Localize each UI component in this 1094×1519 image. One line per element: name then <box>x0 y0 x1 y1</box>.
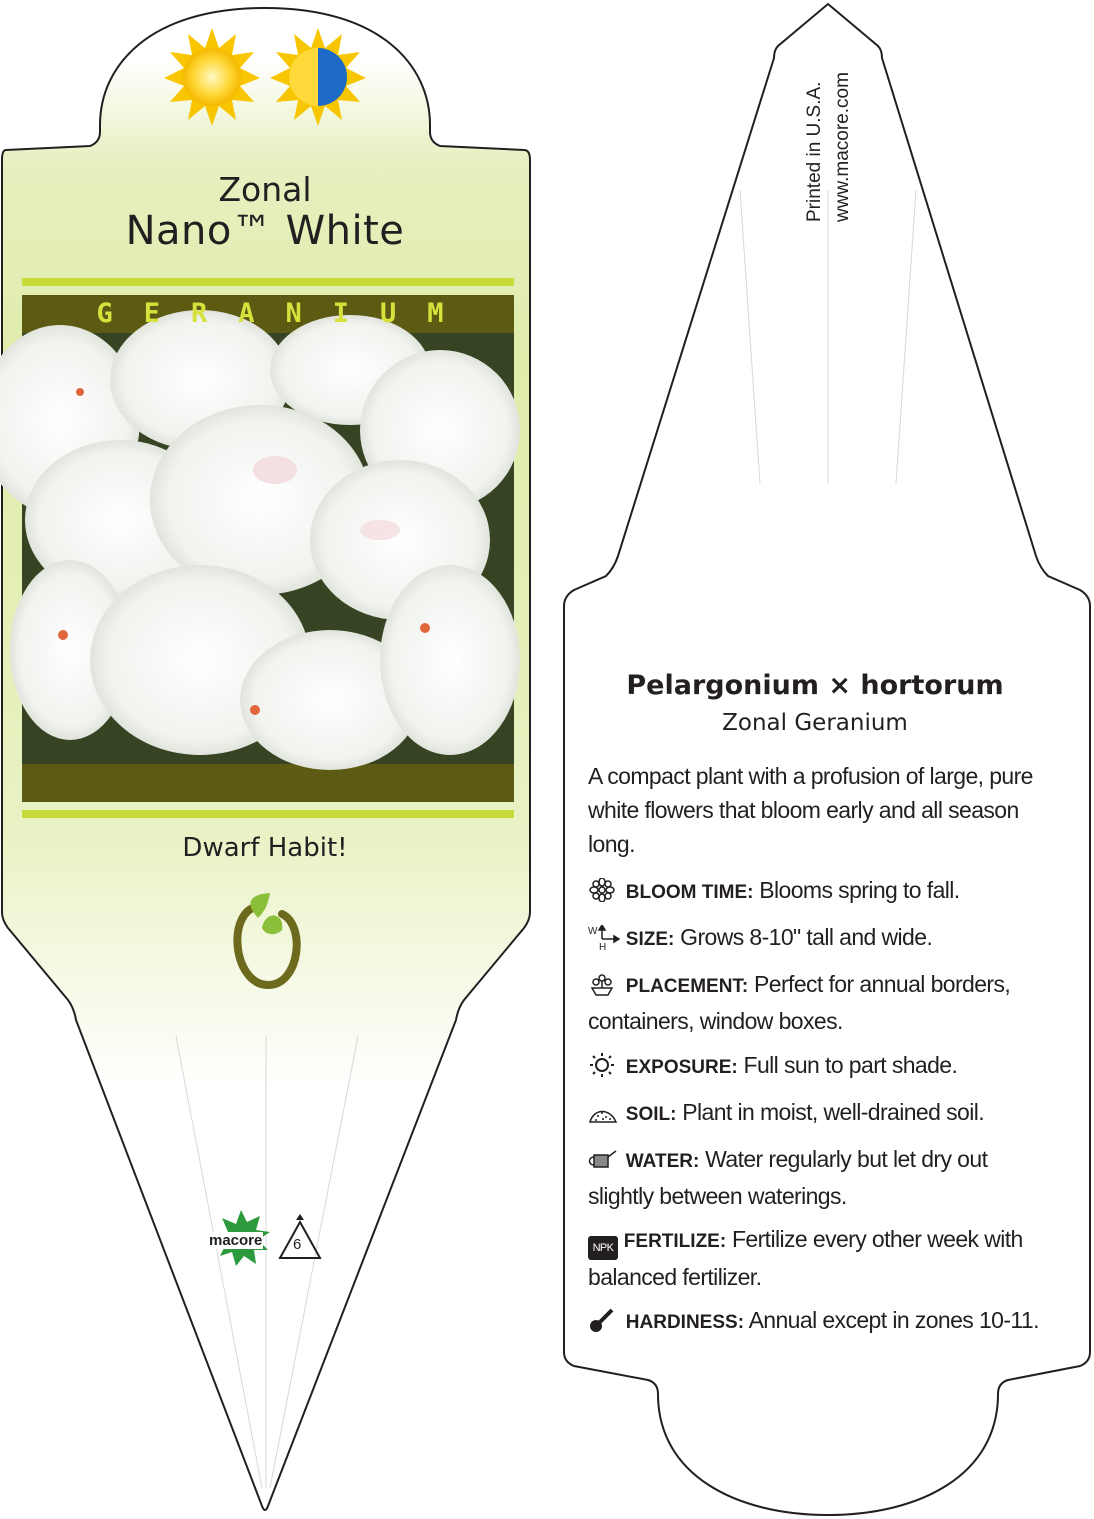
care-water <box>588 1142 1058 1213</box>
recycle-code: 6 <box>293 1236 302 1253</box>
size-h: H <box>599 942 606 953</box>
care-text: Plant in moist, well-drained soil. <box>682 1099 985 1125</box>
care-label: SOIL: <box>625 1104 677 1125</box>
care-soil <box>588 1095 1058 1132</box>
care-label: BLOOM TIME: <box>625 882 754 903</box>
care-text: Annual except in zones 10-11. <box>748 1307 1039 1333</box>
soil-mound-icon <box>588 1100 620 1124</box>
care-placement <box>588 967 1058 1038</box>
plant-description: A compact plant with a profusion of large, pure white flowers that bloom early and all season long. <box>588 763 1033 857</box>
care-label: SIZE: <box>625 929 675 950</box>
care-exposure <box>588 1048 1058 1085</box>
care-text: Fertilize every other week with balanced fertilizer. <box>588 1226 1023 1290</box>
care-bloom-time <box>588 873 1058 910</box>
flower-photo <box>0 310 520 770</box>
watering-can-icon <box>588 1147 620 1171</box>
habit-note: Dwarf Habit! <box>182 833 348 863</box>
care-label: HARDINESS: <box>625 1312 745 1333</box>
care-text: Water regularly but let dry out slightly between waterings. <box>588 1146 988 1209</box>
scientific-name: Pelargonium × hortorum <box>626 670 1004 701</box>
cultivar-type: Zonal <box>218 170 312 209</box>
printed-in: Printed in U.S.A. <box>804 81 825 222</box>
flower-icon <box>588 878 620 902</box>
plant-placement-icon <box>588 972 620 996</box>
care-text: Perfect for annual borders, containers, window boxes. <box>588 971 1011 1034</box>
care-fertilize <box>588 1222 1058 1294</box>
care-hardiness <box>588 1303 1058 1340</box>
sun-outline-icon <box>588 1053 620 1077</box>
care-label: FERTILIZE: <box>623 1231 727 1252</box>
size-w: W <box>588 926 597 937</box>
size-arrows-icon <box>588 925 620 953</box>
thermometer-icon <box>588 1308 620 1332</box>
npk-icon: NPK <box>588 1236 618 1260</box>
common-name: Zonal Geranium <box>722 710 908 736</box>
care-text: Full sun to part shade. <box>743 1052 958 1078</box>
care-label: EXPOSURE: <box>625 1057 738 1078</box>
cultivar-name: Nano™ White <box>125 208 405 254</box>
care-text: Blooms spring to fall. <box>759 877 960 903</box>
website: www.macore.com <box>832 72 853 222</box>
care-label: WATER: <box>625 1151 700 1172</box>
genus-label: GERANIUM <box>96 298 475 329</box>
care-text: Grows 8-10" tall and wide. <box>680 924 933 950</box>
brand-logo-text: macore <box>209 1232 263 1249</box>
care-size <box>588 920 1058 957</box>
care-label: PLACEMENT: <box>625 976 749 997</box>
